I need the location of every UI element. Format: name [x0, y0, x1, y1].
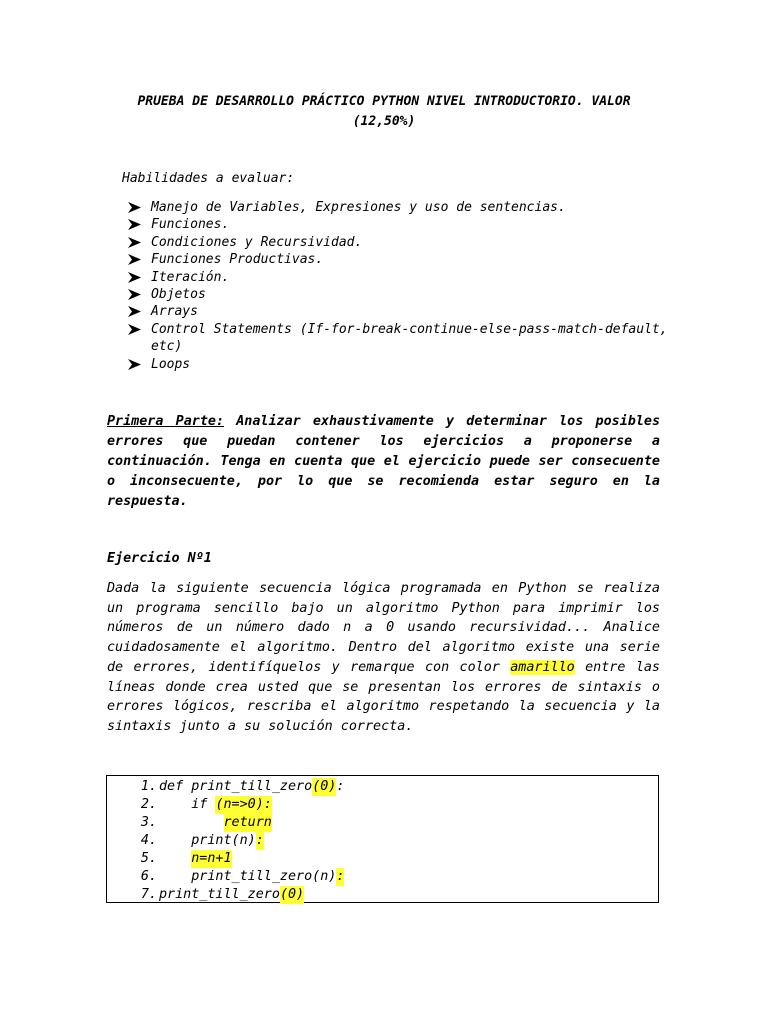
line-number: 1. — [140, 779, 157, 794]
code-text — [159, 814, 224, 832]
skill-item-label: Objetos — [151, 287, 206, 303]
code-text: def print_till_zero — [159, 779, 313, 794]
arrowhead-bullet-icon — [128, 303, 151, 317]
skill-item — [128, 286, 668, 303]
skill-item — [128, 251, 668, 268]
code-line — [107, 814, 658, 832]
highlighted-code: (0) — [279, 887, 305, 902]
arrowhead-bullet-icon — [128, 321, 151, 335]
arrowhead-bullet-icon — [128, 216, 151, 230]
exercise-text-before: Dada la siguiente secuencia lógica programada en Python se realiza un programa sencillo bajo un algoritmo Python para imprimir los números de un número dado n a 0 usando recursividad... Analice cuidadosamente el algoritmo. Dentro del algoritmo existe una serie de errores, identifíquelos y remarque con color — [107, 581, 660, 675]
highlighted-code: return — [223, 815, 272, 830]
line-number: 4. — [140, 833, 157, 848]
part-one-instructions — [107, 412, 660, 512]
arrowhead-bullet-icon — [128, 199, 151, 213]
highlighted-code: (n=>0): — [215, 797, 272, 812]
line-number: 6. — [140, 869, 157, 884]
arrowhead-bullet-icon — [128, 251, 151, 265]
skill-item-label: Iteración. — [151, 269, 230, 285]
highlighted-code: : — [336, 869, 345, 884]
skill-item-label: Funciones Productivas. — [151, 252, 324, 268]
skill-item-label: Arrays — [151, 304, 198, 320]
skills-heading: Habilidades a evaluar: — [122, 171, 295, 186]
skill-item — [128, 216, 668, 233]
arrowhead-bullet-icon — [128, 234, 151, 248]
code-text: : — [336, 779, 345, 794]
line-number: 3. — [140, 815, 157, 830]
skill-item — [128, 234, 668, 251]
line-number: 7. — [140, 887, 157, 902]
skill-item-label: Funciones. — [151, 217, 230, 233]
code-line — [107, 868, 658, 886]
skill-item — [128, 269, 668, 286]
code-line — [107, 796, 658, 814]
code-text — [159, 850, 191, 868]
code-line — [107, 832, 658, 850]
part-one-label: Primera Parte: — [107, 414, 225, 429]
code-text: print(n) — [159, 833, 256, 848]
exercise-heading: Ejercicio Nº1 — [107, 551, 212, 566]
code-line — [107, 778, 658, 796]
arrowhead-bullet-icon — [128, 286, 151, 300]
highlighted-code: : — [255, 833, 264, 848]
skill-item — [128, 321, 668, 356]
arrowhead-bullet-icon — [128, 269, 151, 283]
code-text: print_till_zero — [159, 887, 280, 902]
highlighted-code: (0) — [312, 779, 337, 794]
exercise-description — [107, 579, 660, 737]
skills-list — [128, 199, 668, 373]
code-block — [106, 775, 659, 903]
skill-item — [128, 303, 668, 320]
code-text: print_till_zero(n) — [159, 869, 337, 884]
code-line — [107, 850, 658, 868]
document-title: PRUEBA DE DESARROLLO PRÁCTICO PYTHON NIVEL INTRODUCTORIO. VALOR (12,50%) — [137, 94, 631, 129]
exercise-text-after: entre las líneas donde crea usted que se presentan los errores de sintaxis o errores lógicos, rescriba el algoritmo respetando la secuencia y la sintaxis junto a su solución correcta. — [107, 659, 660, 734]
skill-item — [128, 199, 668, 216]
code-line — [107, 886, 658, 904]
line-number: 5. — [140, 851, 157, 866]
code-text: if — [159, 797, 216, 812]
highlighted-word: amarillo — [510, 659, 575, 675]
skill-item-label: Control Statements (If-for-break-continue-else-pass-match-default, etc) — [151, 321, 668, 355]
skill-item — [128, 356, 668, 373]
highlighted-code: n=n+1 — [191, 851, 232, 866]
line-number: 2. — [140, 797, 157, 812]
skill-item-label: Manejo de Variables, Expresiones y uso de sentencias. — [151, 200, 566, 215]
arrowhead-bullet-icon — [128, 356, 151, 370]
part-one-text: Analizar exhaustivamente y determinar los posibles errores que puedan contener los ejercicios a proponerse a continuación. Tenga en cuenta que el ejercicio puede ser consecuente o inconsecuente, por lo que se recomienda estar seguro en la respuesta. — [107, 414, 661, 509]
skill-item-label: Condiciones y Recursividad. — [151, 234, 363, 250]
skill-item-label: Loops — [151, 356, 191, 372]
